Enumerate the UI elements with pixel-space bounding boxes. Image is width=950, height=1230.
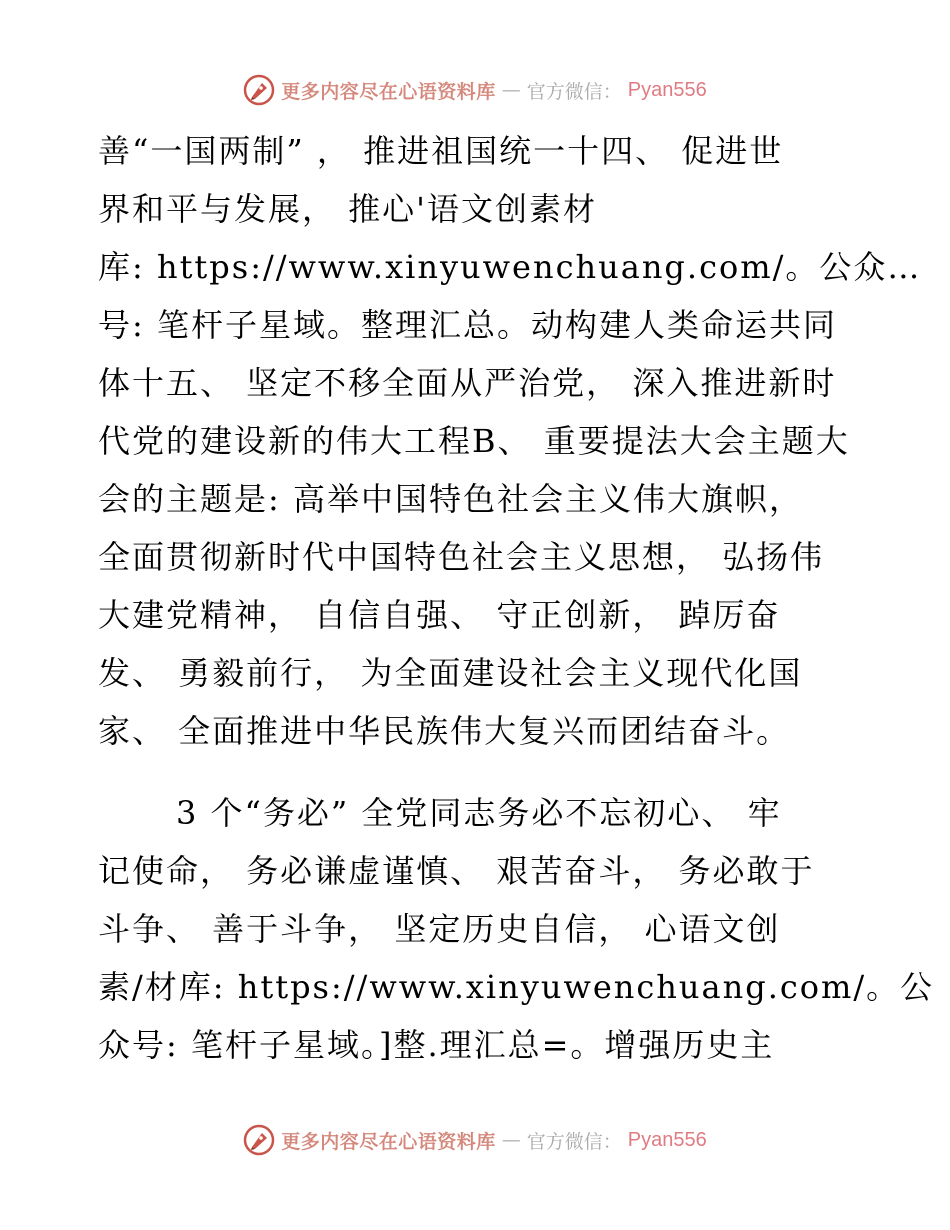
banner-wechat-label: 官方微信： (526, 80, 622, 103)
text-line: 3 个“务必” 全党同志务必不忘初心、 牢 (176, 794, 782, 832)
banner-wechat-id: Pyan556 (627, 1128, 707, 1151)
pen-nib-logo-icon (243, 1124, 275, 1156)
text-line: 记使命， 务必谦虚谨慎、 艰苦奋斗， 务必敢于 (98, 852, 815, 890)
text-line: 会的主题是: 高举中国特色社会主义伟大旗帜， (98, 480, 803, 518)
banner-title: 更多内容尽在心语资料库 (281, 1130, 496, 1153)
footer-banner-content (243, 1124, 707, 1156)
header-banner-content (243, 74, 707, 106)
text-line: 全面贯彻新时代中国特色社会主义思想， 弘扬伟 (98, 538, 825, 576)
text-line: 大建党精神， 自信自强、 守正创新， 踔厉奋 (98, 596, 781, 634)
document-body (98, 122, 935, 1074)
footer-banner (0, 1120, 950, 1160)
banner-title: 更多内容尽在心语资料库 (281, 80, 496, 103)
banner-wechat-id: Pyan556 (627, 78, 707, 101)
paragraph-2 (98, 784, 935, 1074)
pen-nib-logo-icon (243, 74, 275, 106)
text-line: 众号: 笔杆子星域。]整.理汇总=。增强历史主 (98, 1026, 775, 1064)
text-line: 体十五、 坚定不移全面从严治党， 深入推进新时 (98, 364, 837, 402)
text-line: 号: 笔杆子星域。整理汇总。动构建人类命运共同 (98, 306, 837, 344)
text-line: 素/材库: https://www.xinyuwenchuang.com/。公 (98, 968, 935, 1006)
banner-wechat-label: 官方微信： (526, 1130, 622, 1153)
text-line: 界和平与发展， 推心'语文创素材 (98, 190, 597, 228)
text-line: 库: https://www.xinyuwenchuang.com/。公众… (98, 248, 922, 286)
text-line: 发、 勇毅前行， 为全面建设社会主义现代化国 (98, 654, 803, 692)
text-line: 善“一国两制” ， 推进祖国统一十四、 促进世 (98, 132, 784, 170)
text-line: 家、 全面推进中华民族伟大复兴而团结奋斗。 (98, 712, 791, 750)
paragraph-gap (98, 760, 898, 784)
paragraph-1 (98, 122, 922, 760)
text-line: 斗争、 善于斗争， 坚定历史自信， 心语文创 (98, 910, 781, 948)
header-banner (0, 70, 950, 110)
banner-dash: — (501, 1129, 521, 1151)
banner-dash: — (501, 79, 521, 101)
text-line: 代党的建设新的伟大工程B、 重要提法大会主题大 (98, 422, 850, 460)
